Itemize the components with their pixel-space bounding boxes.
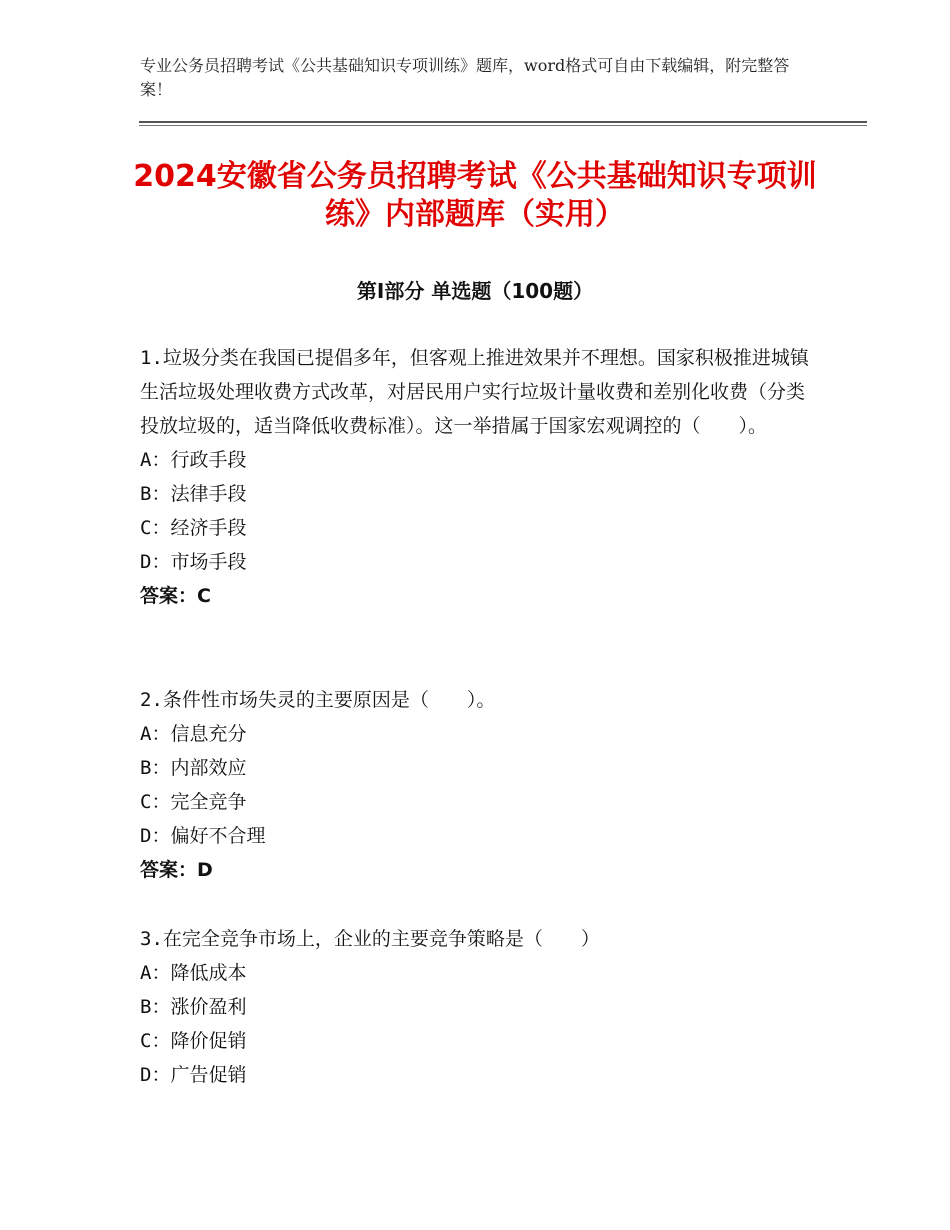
question-1 (140, 341, 812, 613)
option-b: B：内部效应 (140, 757, 247, 779)
option-d: D：广告促销 (140, 1064, 247, 1086)
option-c: C：降价促销 (140, 1030, 247, 1052)
header-divider-thick (139, 121, 867, 123)
document-title: 2024安徽省公务员招聘考试《公共基础知识专项训练》内部题库（实用） (133, 159, 817, 232)
answer: 答案：D (140, 859, 213, 881)
question-stem: 2.条件性市场失灵的主要原因是（ ）。 (140, 689, 496, 711)
option-b: B：涨价盈利 (140, 996, 247, 1018)
question-2 (140, 683, 812, 887)
option-b: B：法律手段 (140, 483, 247, 505)
header-note: 专业公务员招聘考试《公共基础知识专项训练》题库，word格式可自由下载编辑，附完整答案！ (140, 56, 790, 99)
header-divider-thin (139, 125, 867, 126)
answer: 答案：C (140, 585, 211, 607)
question-3 (140, 922, 812, 1092)
question-stem: 1.垃圾分类在我国已提倡多年，但客观上推进效果并不理想。国家积极推进城镇生活垃圾处理收费方式改革，对居民用户实行垃圾计量收费和差别化收费（分类投放垃圾的，适当降低收费标准）。这一举措属于国家宏观调控的（ ）。 (140, 347, 809, 437)
option-c: C：完全竞争 (140, 791, 247, 813)
option-c: C：经济手段 (140, 517, 247, 539)
option-a: A：行政手段 (140, 449, 247, 471)
option-d: D：偏好不合理 (140, 825, 266, 847)
option-d: D：市场手段 (140, 551, 247, 573)
option-a: A：降低成本 (140, 962, 247, 984)
section-title: 第Ⅰ部分 单选题（100题） (356, 279, 594, 303)
option-a: A：信息充分 (140, 723, 247, 745)
question-stem: 3.在完全竞争市场上，企业的主要竞争策略是（ ） (140, 928, 600, 950)
